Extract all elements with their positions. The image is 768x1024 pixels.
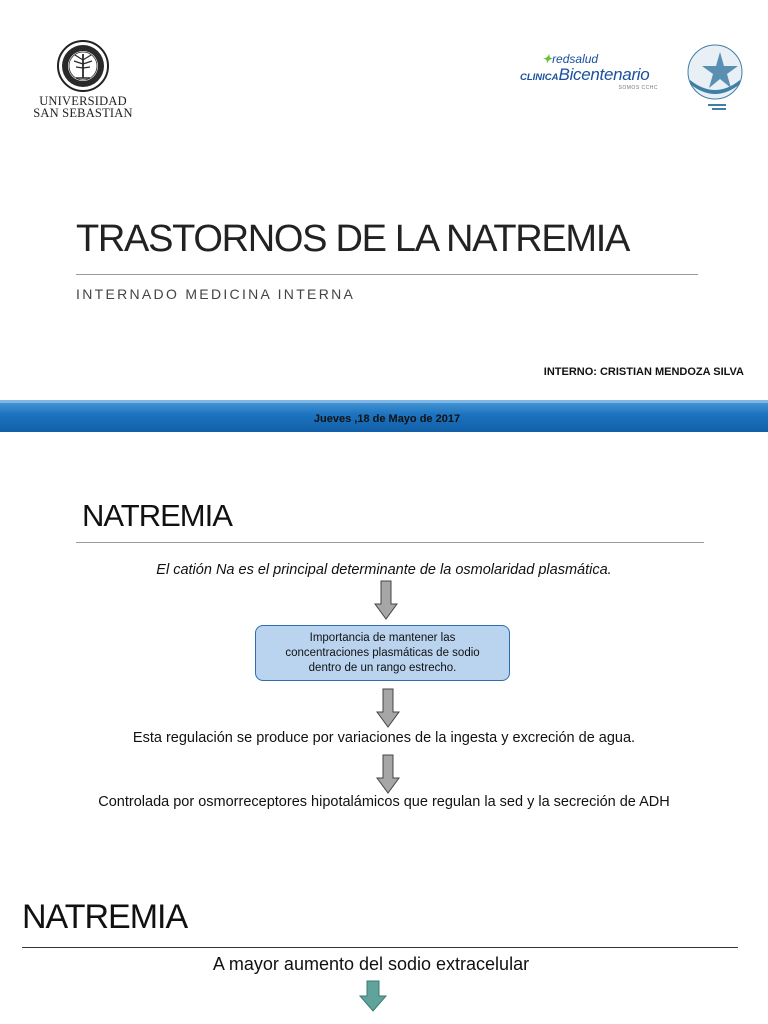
importance-line1: Importancia de mantener las bbox=[309, 631, 456, 644]
slide-title: NATREMIA bbox=[22, 898, 188, 936]
clinica-bicentenario-logo bbox=[520, 52, 670, 91]
osmoreceptor-statement: Controlada por osmorreceptores hipotalámicos que regulan la sed y la secreción de ADH bbox=[98, 794, 670, 810]
down-arrow-icon bbox=[376, 688, 400, 728]
accreditation-star-icon bbox=[686, 42, 744, 112]
title-divider bbox=[76, 542, 704, 543]
title-divider bbox=[22, 947, 738, 948]
importance-line2: concentraciones plasmáticas de sodio bbox=[285, 646, 480, 659]
university-name-line1: UNIVERSIDAD bbox=[39, 94, 127, 108]
title-slide bbox=[0, 0, 768, 432]
importance-text bbox=[285, 631, 479, 676]
sodium-increase-statement: A mayor aumento del sodio extracelular bbox=[212, 954, 530, 974]
down-arrow-icon bbox=[359, 980, 387, 1012]
clinic-tagline: SOMOS CCHC bbox=[618, 85, 658, 91]
redsalud-text: redsalud bbox=[552, 52, 599, 66]
down-arrow-icon bbox=[376, 754, 400, 794]
intro-statement: El catión Na es el principal determinante de la osmolaridad plasmática. bbox=[156, 562, 612, 578]
natremia-slide-continued bbox=[0, 862, 768, 1024]
clinic-name-text: Bicentenario bbox=[558, 65, 650, 84]
presentation-title: TRASTORNOS DE LA NATREMIA bbox=[76, 218, 630, 260]
regulation-statement: Esta regulación se produce por variaciones de la ingesta y excreción de agua. bbox=[132, 730, 636, 746]
down-arrow-icon bbox=[374, 580, 398, 620]
importance-box bbox=[255, 625, 510, 681]
university-name-line2: SAN SEBASTIAN bbox=[33, 106, 133, 120]
university-seal-icon bbox=[57, 40, 109, 92]
importance-line3: dentro de un rango estrecho. bbox=[308, 661, 457, 674]
clinic-prefix: CLINICA bbox=[520, 72, 559, 83]
universidad-san-sebastian-logo bbox=[28, 40, 138, 119]
slide-title: NATREMIA bbox=[82, 498, 232, 533]
redsalud-cross-icon: ✦ bbox=[542, 52, 553, 66]
redsalud-brand bbox=[520, 52, 670, 66]
presentation-subtitle: INTERNADO MEDICINA INTERNA bbox=[76, 286, 356, 302]
presentation-date: Jueves ,18 de Mayo de 2017 bbox=[313, 413, 461, 425]
clinic-name bbox=[520, 65, 670, 85]
footer-band-highlight bbox=[0, 400, 768, 403]
author-line: INTERNO: CRISTIAN MENDOZA SILVA bbox=[543, 366, 744, 378]
natremia-flow-slide bbox=[0, 432, 768, 862]
university-name bbox=[28, 95, 138, 119]
title-divider bbox=[76, 274, 698, 275]
